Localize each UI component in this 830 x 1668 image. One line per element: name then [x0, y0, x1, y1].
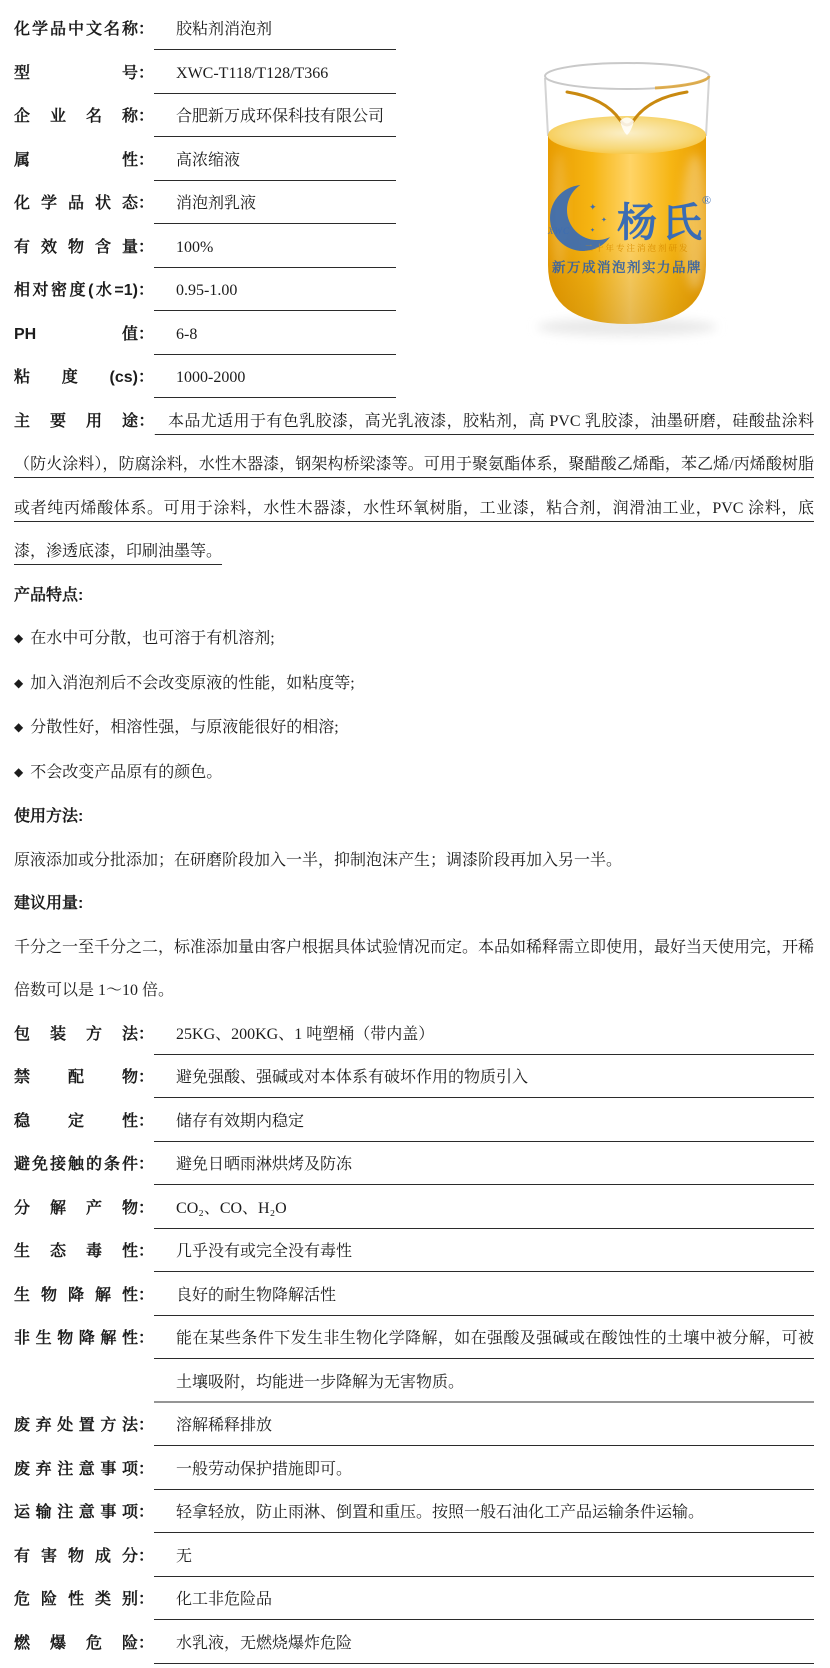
field-row-eco-toxicity [14, 1230, 814, 1274]
field-label: 稳定性 [14, 1112, 138, 1130]
moon-star-icon: ✦ [589, 203, 597, 213]
field-colon: ： [138, 1199, 155, 1217]
field-row-main-use [14, 400, 814, 574]
field-value: 25KG、200KG、1 吨塑桶（带内盖） [154, 1013, 814, 1057]
field-value: 避免日晒雨淋烘烤及防冻 [154, 1143, 814, 1187]
beaker-rim-amber-reflection [655, 76, 709, 88]
field-row-explosion-risk [14, 1622, 814, 1666]
usage-paragraph: 原液添加或分批添加；在研磨阶段加入一半，抑制泡沫产生；调漆阶段再加入另一半。 [14, 851, 623, 869]
field-value: CO₂、CO、H₂O [154, 1187, 814, 1231]
field-row-biodegradability [14, 1274, 814, 1318]
diamond-bullet-icon: ◆ [14, 631, 24, 645]
field-row-non-bio-degradability [14, 1317, 814, 1404]
field-colon: ： [138, 21, 155, 38]
field-row-hazard-class [14, 1578, 814, 1622]
field-colon: ： [138, 1591, 155, 1608]
field-row-viscosity [14, 356, 814, 400]
field-label: 企业名称 [14, 108, 138, 125]
lead-gap [155, 413, 168, 430]
field-colon: ： [138, 412, 155, 430]
field-label: 属性 [14, 151, 138, 169]
field-colon: ： [138, 1156, 155, 1173]
field-colon: ： [138, 151, 155, 169]
field-colon: ： [138, 369, 155, 386]
field-value: 水乳液，无燃烧爆炸危险 [154, 1622, 814, 1666]
field-colon: ： [138, 64, 155, 82]
field-value: 储存有效期内稳定 [154, 1100, 814, 1144]
field-value: 合肥新万成环保科技有限公司 [154, 95, 396, 139]
section-heading-features: 产品特点: [14, 586, 84, 604]
field-value: 0.95-1.00 [154, 269, 396, 313]
field-label: 化学品中文名称 [14, 21, 138, 38]
feature-bullet-4 [14, 751, 814, 796]
field-value: 溶解稀释排放 [154, 1404, 814, 1448]
feature-text: 加入消泡剂后不会改变原液的性能，如粘度等; [30, 674, 355, 692]
field-value: 一般劳动保护措施即可。 [154, 1448, 814, 1492]
field-label: 分解产物 [14, 1199, 138, 1217]
field-label: 禁配物 [14, 1069, 138, 1086]
field-label: 型号 [14, 64, 138, 82]
moon-star-icon: ✦ [590, 227, 596, 234]
field-label: 化学品状态 [14, 195, 138, 212]
field-label: 主要用途 [14, 412, 138, 430]
moon-star-icon: ✦ [601, 216, 607, 224]
brand-small-text: 二十年专注消泡剂研发 [584, 243, 690, 253]
field-value: 高浓缩液 [154, 139, 396, 183]
field-row-disposal-method [14, 1404, 814, 1448]
field-value: 无 [154, 1535, 814, 1579]
feature-text: 分散性好，相溶性强，与原液能很好的相溶; [30, 719, 339, 736]
diamond-bullet-icon: ◆ [14, 675, 24, 690]
field-colon: ： [138, 1069, 155, 1086]
diamond-bullet-icon: ◆ [14, 764, 24, 779]
field-colon: ： [138, 1112, 155, 1130]
field-label: PH值 [14, 325, 138, 343]
field-row-stability [14, 1100, 814, 1144]
field-label: 运输注意事项 [14, 1504, 138, 1521]
field-value: 能在某些条件下发生非生物化学降解，如在强酸及强碱或在酸蚀性的土壤中被分解，可被土壤吸附，均能进一步降解为无害物质。 [154, 1317, 814, 1404]
field-value: 胶粘剂消泡剂 [154, 8, 396, 52]
feature-bullet-3 [14, 706, 814, 751]
product-photo-beaker [455, 22, 830, 352]
field-value: 避免强酸、强碱或对本体系有破坏作用的物质引入 [154, 1056, 814, 1100]
field-row-packing [14, 1013, 814, 1057]
field-colon: ： [138, 1025, 155, 1043]
field-colon: ： [138, 1634, 155, 1652]
section-heading-usage: 使用方法: [14, 808, 84, 825]
field-value: 100% [154, 226, 396, 270]
feature-text: 不会改变产品原有的颜色。 [30, 763, 223, 781]
field-colon: ： [138, 108, 155, 125]
field-colon: ： [138, 1547, 155, 1565]
brand-tagline: 新万成消泡剂实力品牌 [552, 260, 702, 275]
field-label: 燃爆危险 [14, 1634, 138, 1652]
field-colon: ： [138, 1460, 155, 1478]
field-value: 消泡剂乳液 [154, 182, 396, 226]
field-label: 危险性类别 [14, 1591, 138, 1608]
field-label: 有效物含量 [14, 238, 138, 256]
section-heading-dosage: 建议用量: [14, 895, 84, 912]
field-label: 相对密度(水=1) [14, 282, 138, 299]
field-label: 废弃注意事项 [14, 1460, 138, 1478]
field-colon: ： [138, 325, 155, 343]
dosage-paragraph: 千分之一至千分之二，标准添加量由客户根据具体试验情况而定。本品如稀释需立即使用，最好当天使用完，开稀倍数可以是 1～10 倍。 [14, 938, 815, 999]
field-colon: ： [138, 1417, 155, 1434]
field-row-incompatibles [14, 1056, 814, 1100]
field-colon: ： [138, 282, 155, 299]
field-value: 几乎没有或完全没有毒性 [154, 1230, 814, 1274]
field-colon: ： [138, 1243, 155, 1260]
field-row-transport-notes [14, 1491, 814, 1535]
field-value: 化工非危险品 [154, 1578, 814, 1622]
feature-bullet-2 [14, 662, 814, 707]
field-colon: ： [138, 1504, 155, 1521]
field-label: 包装方法 [14, 1025, 138, 1043]
field-row-harmful-components [14, 1535, 814, 1579]
field-label: 有害物成分 [14, 1547, 138, 1565]
field-value: 良好的耐生物降解活性 [154, 1274, 814, 1318]
field-label: 粘度(cs) [14, 369, 138, 386]
field-label: 生物降解性 [14, 1286, 138, 1304]
brand-text: 杨氏 [617, 200, 707, 245]
diamond-bullet-icon: ◆ [14, 720, 24, 734]
field-label: 非生物降解性 [14, 1330, 138, 1347]
field-label: 避免接触的条件 [14, 1156, 138, 1173]
field-value: XWC-T118/T128/T366 [154, 52, 396, 96]
field-row-disposal-notes [14, 1448, 814, 1492]
field-row-avoid-conditions [14, 1143, 814, 1187]
field-colon: ： [138, 1330, 155, 1347]
feature-text: 在水中可分散，也可溶于有机溶剂; [30, 630, 275, 647]
field-value: 本品尤适用于有色乳胶漆，高光乳液漆，胶粘剂，高 PVC 乳胶漆，油墨研磨，硅酸盐涂料（防火涂料），防腐涂料，水性木器漆，钢架构桥梁漆等。可用于聚氨酯体系，聚醋酸乙烯酯，苯乙烯/丙烯酸树脂或者纯丙烯酸体系。可用于涂料，水性木器漆，水性环氧树脂，工业漆，粘合剂，润滑油工业，PVC 涂料，底漆，渗透底漆，印刷油墨等。 [14, 412, 814, 560]
field-value: 1000-2000 [154, 356, 396, 400]
field-colon: ： [138, 238, 155, 256]
feature-bullet-1 [14, 617, 814, 662]
moon-xwc-text: XWC [548, 226, 570, 236]
field-label: 生态毒性 [14, 1243, 138, 1260]
field-label: 废弃处置方法 [14, 1417, 138, 1434]
field-colon: ： [138, 195, 155, 212]
registered-mark-icon: ® [702, 193, 712, 207]
field-colon: ： [138, 1286, 155, 1304]
field-row-decomposition-products [14, 1187, 814, 1231]
field-value: 轻拿轻放，防止雨淋、倒置和重压。按照一般石油化工产品运输条件运输。 [154, 1491, 814, 1535]
field-value: 6-8 [154, 313, 396, 357]
